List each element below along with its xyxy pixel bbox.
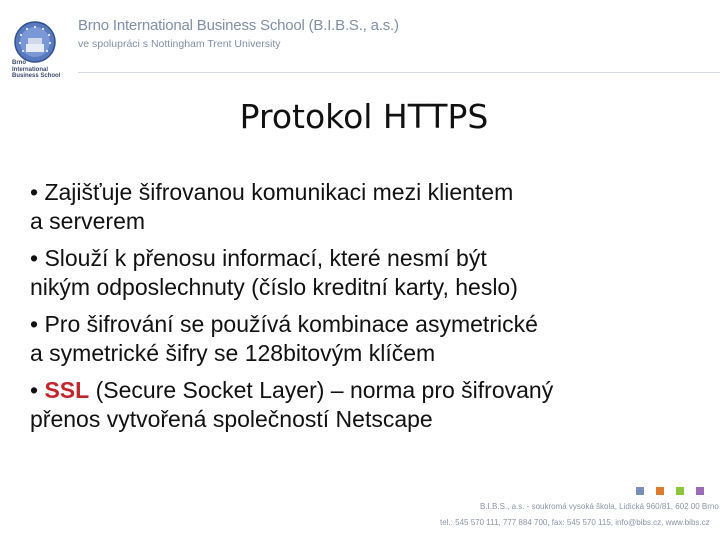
- header-divider: [78, 72, 720, 73]
- school-name: Brno International Business School (B.I.B.S., a.s.): [78, 17, 399, 34]
- bullet-marker: •: [30, 377, 45, 403]
- bullet-line: [30, 376, 710, 405]
- footer-square: [636, 487, 644, 495]
- bullet-item: [30, 310, 710, 368]
- bullet-line: a serverem: [30, 208, 146, 234]
- logo-caption-line: International: [12, 66, 49, 73]
- footer-address: B.I.B.S., a.s. - soukromá vysoká škola, Lidická 960/81, 602 00 Brno: [480, 502, 719, 511]
- footer-square: [696, 487, 704, 495]
- bullet-text: (Secure Socket Layer) – norma pro šifrovaný: [89, 377, 554, 403]
- bullet-item: [30, 178, 710, 236]
- bullet-line: • Slouží k přenosu informací, které nesmí být: [30, 245, 487, 271]
- bullet-line: • Pro šifrování se používá kombinace asymetrické: [30, 311, 538, 337]
- bullet-line: přenos vytvořená společností Netscape: [30, 406, 433, 432]
- bullet-list: [30, 178, 710, 442]
- header: [0, 0, 720, 80]
- footer-contact: tel.: 545 570 111, 777 884 700, fax: 545 570 115, info@bibs.cz, www.bibs.cz: [440, 518, 710, 527]
- bullet-line: a symetrické šifry se 128bitovým klíčem: [30, 340, 436, 366]
- bullet-item: [30, 244, 710, 302]
- school-subtitle: ve spolupráci s Nottingham Trent University: [78, 38, 281, 50]
- bullet-line: • Zajišťuje šifrovanou komunikaci mezi klientem: [30, 179, 514, 205]
- ssl-highlight: SSL: [44, 377, 90, 403]
- footer-square: [676, 487, 684, 495]
- bullet-line: nikým odposlechnuty (číslo kreditní karty, heslo): [30, 274, 518, 300]
- slide-title: Protokol HTTPS: [239, 97, 489, 136]
- logo-caption-line: Brno: [12, 60, 26, 66]
- logo-caption: [12, 60, 72, 80]
- logo-caption-line: Business School: [12, 73, 61, 79]
- footer-square: [656, 487, 664, 495]
- bullet-item: [30, 376, 710, 434]
